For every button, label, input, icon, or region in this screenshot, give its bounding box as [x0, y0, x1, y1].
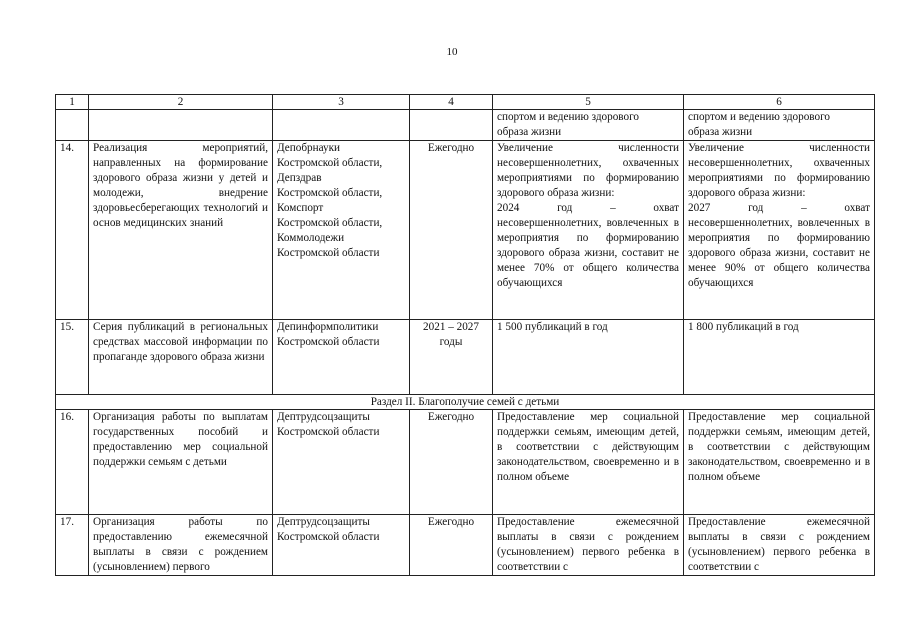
row-number-cell: 14.: [56, 141, 89, 320]
result-2027-cell: Предоставление мер социальной поддержки семьям, имеющим детей, в соответствии с действующим законодательством, своевременно и в полном объеме: [684, 410, 875, 515]
section-title: Раздел II. Благополучие семей с детьми: [56, 395, 875, 410]
column-number: 4: [410, 95, 493, 110]
column-number: 5: [493, 95, 684, 110]
row-number-cell: [56, 110, 89, 141]
responsible-cell: [273, 110, 410, 141]
table-row: [56, 320, 875, 395]
action-plan-table: [55, 94, 875, 576]
page-number: 10: [446, 46, 458, 58]
column-number: 3: [273, 95, 410, 110]
deadline-cell: Ежегодно: [410, 141, 493, 320]
row-number-cell: 15.: [56, 320, 89, 395]
responsible-cell: Дептрудсоцзащиты Костромской области: [273, 410, 410, 515]
table-row-continuation: [56, 110, 875, 141]
result-2024-cell: Предоставление ежемесячной выплаты в связи с рождением (усыновлением) первого ребенка в соответствии с: [493, 515, 684, 576]
deadline-cell: Ежегодно: [410, 410, 493, 515]
row-number-cell: 16.: [56, 410, 89, 515]
event-cell: Организация работы по выплатам государственных пособий и предоставлению мер социальной поддержки семьям с детьми: [89, 410, 273, 515]
responsible-cell: Дептрудсоцзащиты Костромской области: [273, 515, 410, 576]
table-row: [56, 515, 875, 576]
result-2024-cell: спортом и ведению здорового образа жизни: [493, 110, 684, 141]
event-cell: [89, 110, 273, 141]
deadline-cell: 2021 – 2027 годы: [410, 320, 493, 395]
deadline-cell: Ежегодно: [410, 515, 493, 576]
row-number-cell: 17.: [56, 515, 89, 576]
column-number: 2: [89, 95, 273, 110]
result-2027-cell: 1 800 публикаций в год: [684, 320, 875, 395]
column-number: 6: [684, 95, 875, 110]
responsible-cell: Депобрнауки Костромской области, Депздрав Костромской области, Комспорт Костромской области, Коммолодежи Костромской области: [273, 141, 410, 320]
result-2024-cell: 1 500 публикаций в год: [493, 320, 684, 395]
column-number-row: [56, 95, 875, 110]
table-row: [56, 410, 875, 515]
event-cell: Организация работы по предоставлению ежемесячной выплаты в связи с рождением (усыновлением) первого: [89, 515, 273, 576]
responsible-cell: Депинформполитики Костромской области: [273, 320, 410, 395]
result-2024-cell: Предоставление мер социальной поддержки семьям, имеющим детей, в соответствии с действующим законодательством, своевременно и в полном объеме: [493, 410, 684, 515]
result-2024-cell: Увеличение численности несовершеннолетних, охваченных мероприятиями по формированию здорового образа жизни: 2024 год – охват несовершеннолетних, вовлеченных в мероприятия по формированию здорового образа жизни, составит не менее 70% от общего количества обучающихся: [493, 141, 684, 320]
result-2027-cell: спортом и ведению здорового образа жизни: [684, 110, 875, 141]
deadline-cell: [410, 110, 493, 141]
result-2027-cell: Увеличение численности несовершеннолетних, охваченных мероприятиями по формированию здорового образа жизни: 2027 год – охват несовершеннолетних, вовлеченных в мероприятия по формированию здорового образа жизни, составит не менее 90% от общего количества обучающихся: [684, 141, 875, 320]
column-number: 1: [56, 95, 89, 110]
result-2027-cell: Предоставление ежемесячной выплаты в связи с рождением (усыновлением) первого ребенка в соответствии с: [684, 515, 875, 576]
section-row: [56, 395, 875, 410]
event-cell: Серия публикаций в региональных средствах массовой информации по пропаганде здорового образа жизни: [89, 320, 273, 395]
table-row: [56, 141, 875, 320]
event-cell: Реализация мероприятий, направленных на формирование здорового образа жизни у детей и молодежи, внедрение здоровьесберегающих технологий и основ медицинских знаний: [89, 141, 273, 320]
